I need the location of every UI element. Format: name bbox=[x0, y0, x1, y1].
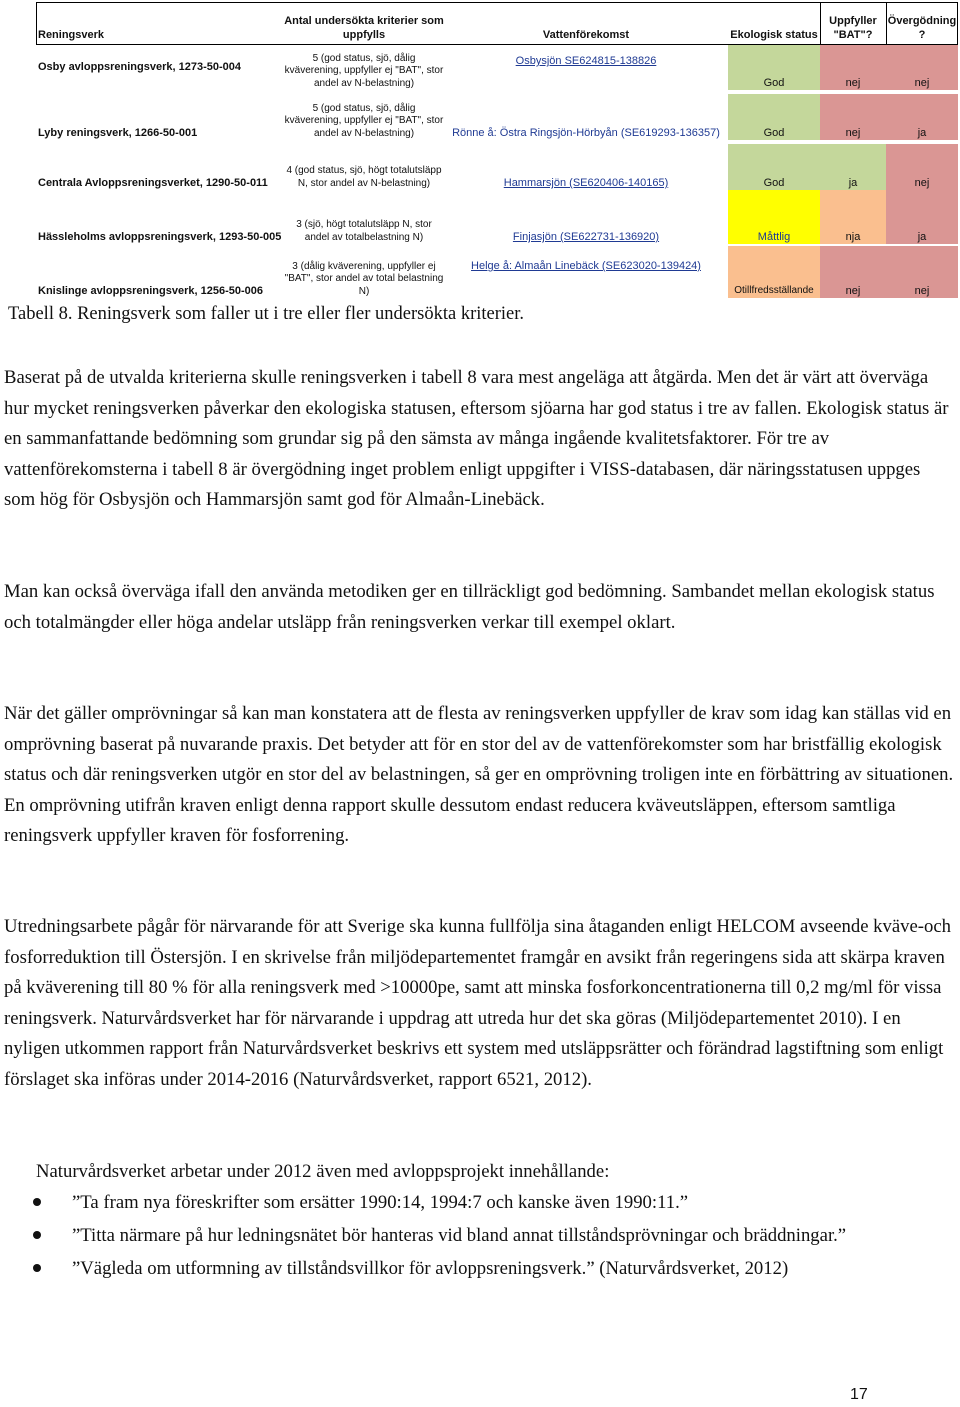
row-hassleholm-vattenforekomst-link[interactable]: Finjasjön (SE622731-136920) bbox=[512, 231, 660, 243]
row-lyby-ekologisk-status: God bbox=[728, 94, 820, 140]
row-hassleholm-overgodning: ja bbox=[886, 190, 958, 244]
row-hassleholm-kriterier: 3 (sjö, högt totalutsläpp N, stor andel av totalbelastning N) bbox=[296, 219, 432, 243]
page-number: 17 bbox=[850, 1386, 868, 1403]
row-knislinge-bat: nej bbox=[820, 246, 886, 298]
paragraph-4: Utredningsarbete pågår för närvarande för att Sverige ska kunna fullfölja sina åtaganden enligt HELCOM avseende kväve-och fosforreduktion till Östersjön. I en skrivelse från miljödepartementet framgår en avsikt från regeringens sida att skärpa kraven på kväverening till 80 % för alla reningsverk med >10000pe, samt att minska fosforkoncentrationerna till 0,2 mg/ml för vissa reningsverk. Naturvårdsverket har för närvarande i uppdrag att utreda hur det ska göras (Miljödepartementet 2010). I en nyligen utkommen rapport från Naturvårdsverket beskrivs ett system med utsläppsrätter och förändrad lagstiftning som enligt förslaget ska införas under 2014-2016 (Naturvårdsverket, rapport 6521, 2012). bbox=[4, 916, 951, 1090]
header-reningsverk: Reningsverk bbox=[38, 29, 105, 41]
row-centrala-ekologisk-status: God bbox=[728, 144, 820, 190]
bullet-icon bbox=[33, 1264, 41, 1272]
header-overgodning: Övergödning ? bbox=[887, 15, 957, 41]
list-item: ”Titta närmare på hur ledningsnätet bör hanteras vid bland annat tillståndsprövningar och bräddningar.” bbox=[0, 1220, 950, 1251]
row-lyby-kriterier: 5 (god status, sjö, dålig kväverening, uppfyller ej "BAT", stor andel av N-belastning) bbox=[284, 102, 444, 139]
row-lyby-bat: nej bbox=[820, 94, 886, 140]
bullet-icon bbox=[33, 1231, 41, 1239]
row-hassleholm-ekologisk-status: Måttlig bbox=[728, 190, 820, 244]
row-osby-bat: nej bbox=[820, 44, 886, 90]
row-osby-kriterier: 5 (god status, sjö, dålig kväverening, uppfyller ej "BAT", stor andel av N-belastning) bbox=[284, 52, 444, 89]
header-uppfyller-bat: Uppfyller "BAT"? bbox=[829, 15, 877, 41]
table-border-left bbox=[36, 2, 37, 45]
row-lyby-reningsverk: Lyby reningsverk, 1266-50-001 bbox=[38, 127, 198, 139]
row-knislinge-overgodning: nej bbox=[886, 246, 958, 298]
data-table bbox=[0, 0, 960, 300]
paragraph-1: Baserat på de utvalda kriterierna skulle reningsverken i tabell 8 vara mest angeläga att åtgärda. Men det är värt att överväga hur mycket reningsverken påverkar den ekologiska statusen, eftersom sjöarna har god status i tre av fallen. Ekologisk status är en sammanfattande bedömning som grundar sig på den sämsta av många ingående kvalitetsfaktorer. För tre av vattenförekomsterna i tabell 8 är övergödning inget problem enligt uppgifter i VISS-databasen, där näringsstatusen uppges som hög för Osbysjön och Hammarsjön samt god för Almaån-Linebäck. bbox=[4, 367, 949, 511]
row-hassleholm-reningsverk: Hässleholms avloppsreningsverk, 1293-50-005 bbox=[38, 231, 282, 243]
paragraph-3: När det gäller omprövningar så kan man konstatera att de flesta av reningsverken uppfyller de krav som idag kan ställas vid en omprövning baserat på nuvarande praxis. Det betyder att för en stor del av de vattenförekomster som har bristfällig ekologisk status och där reningsverken utgör en stor del av belastningen, så ger en omprövning troligen inte en förbättring av situationen. En omprövning utifrån kraven enligt denna rapport skulle dessutom endast reducera kväveutsläppen, eftersom samtliga reningsverk uppfyller kraven för fosforrening. bbox=[4, 703, 954, 847]
row-knislinge-ekologisk-status: Otillfredsställande bbox=[728, 246, 820, 298]
list-item: ”Vägleda om utformning av tillståndsvillkor för avloppsreningsverk.” (Naturvårdsverket, 2012) bbox=[0, 1253, 950, 1284]
table-col-divider-overgodning bbox=[886, 2, 887, 45]
row-lyby-overgodning: ja bbox=[886, 94, 958, 140]
table-caption: Tabell 8. Reningsverk som faller ut i tre eller fler undersökta kriterier. bbox=[8, 304, 525, 324]
header-ekologisk-status: Ekologisk status bbox=[730, 29, 818, 41]
row-knislinge-reningsverk: Knislinge avloppsreningsverk, 1256-50-006 bbox=[38, 285, 263, 297]
row-hassleholm-bat: nja bbox=[820, 190, 886, 244]
row-knislinge-kriterier: 3 (dålig kväverening, uppfyller ej "BAT", stor andel av total belastning N) bbox=[284, 260, 444, 297]
table-border-right bbox=[957, 2, 958, 45]
row-centrala-vattenforekomst-link[interactable]: Hammarsjön (SE620406-140165) bbox=[503, 177, 669, 189]
bullet-list bbox=[0, 1187, 950, 1286]
row-knislinge-vattenforekomst-link[interactable]: Helge å: Almaån Linebäck (SE623020-139424) bbox=[471, 260, 701, 272]
row-osby-vattenforekomst-link[interactable]: Osbysjön SE624815-138826 bbox=[515, 55, 657, 67]
row-centrala-overgodning: nej bbox=[886, 144, 958, 190]
row-osby-ekologisk-status: God bbox=[728, 44, 820, 90]
row-osby-overgodning: nej bbox=[886, 44, 958, 90]
table-col-divider-bat bbox=[820, 2, 821, 45]
bullet-icon bbox=[33, 1198, 41, 1206]
row-centrala-bat: ja bbox=[820, 144, 886, 190]
row-centrala-reningsverk: Centrala Avloppsreningsverket, 1290-50-011 bbox=[38, 177, 268, 189]
list-item: ”Ta fram nya föreskrifter som ersätter 1990:14, 1994:7 och kanske även 1990:11.” bbox=[0, 1187, 950, 1218]
row-osby-reningsverk: Osby avloppsreningsverk, 1273-50-004 bbox=[38, 61, 241, 73]
header-vattenforekomst: Vattenförekomst bbox=[542, 29, 630, 41]
paragraph-2: Man kan också överväga ifall den använda metodiken ger en tillräckligt god bedömning. Sambandet mellan ekologisk status och totalmängder eller höga andelar utsläpp från reningsverken verkar till exempel oklart. bbox=[4, 581, 935, 633]
header-kriterier: Antal undersökta kriterier som uppfylls bbox=[284, 15, 444, 41]
paragraph-5: Naturvårdsverket arbetar under 2012 även med avloppsprojekt innehållande: bbox=[36, 1161, 610, 1182]
row-centrala-kriterier: 4 (god status, sjö, högt totalutsläpp N, stor andel av N-belastning) bbox=[286, 165, 442, 189]
row-lyby-vattenforekomst: Rönne å: Östra Ringsjön-Hörbyån (SE619293-136357) bbox=[452, 127, 720, 139]
